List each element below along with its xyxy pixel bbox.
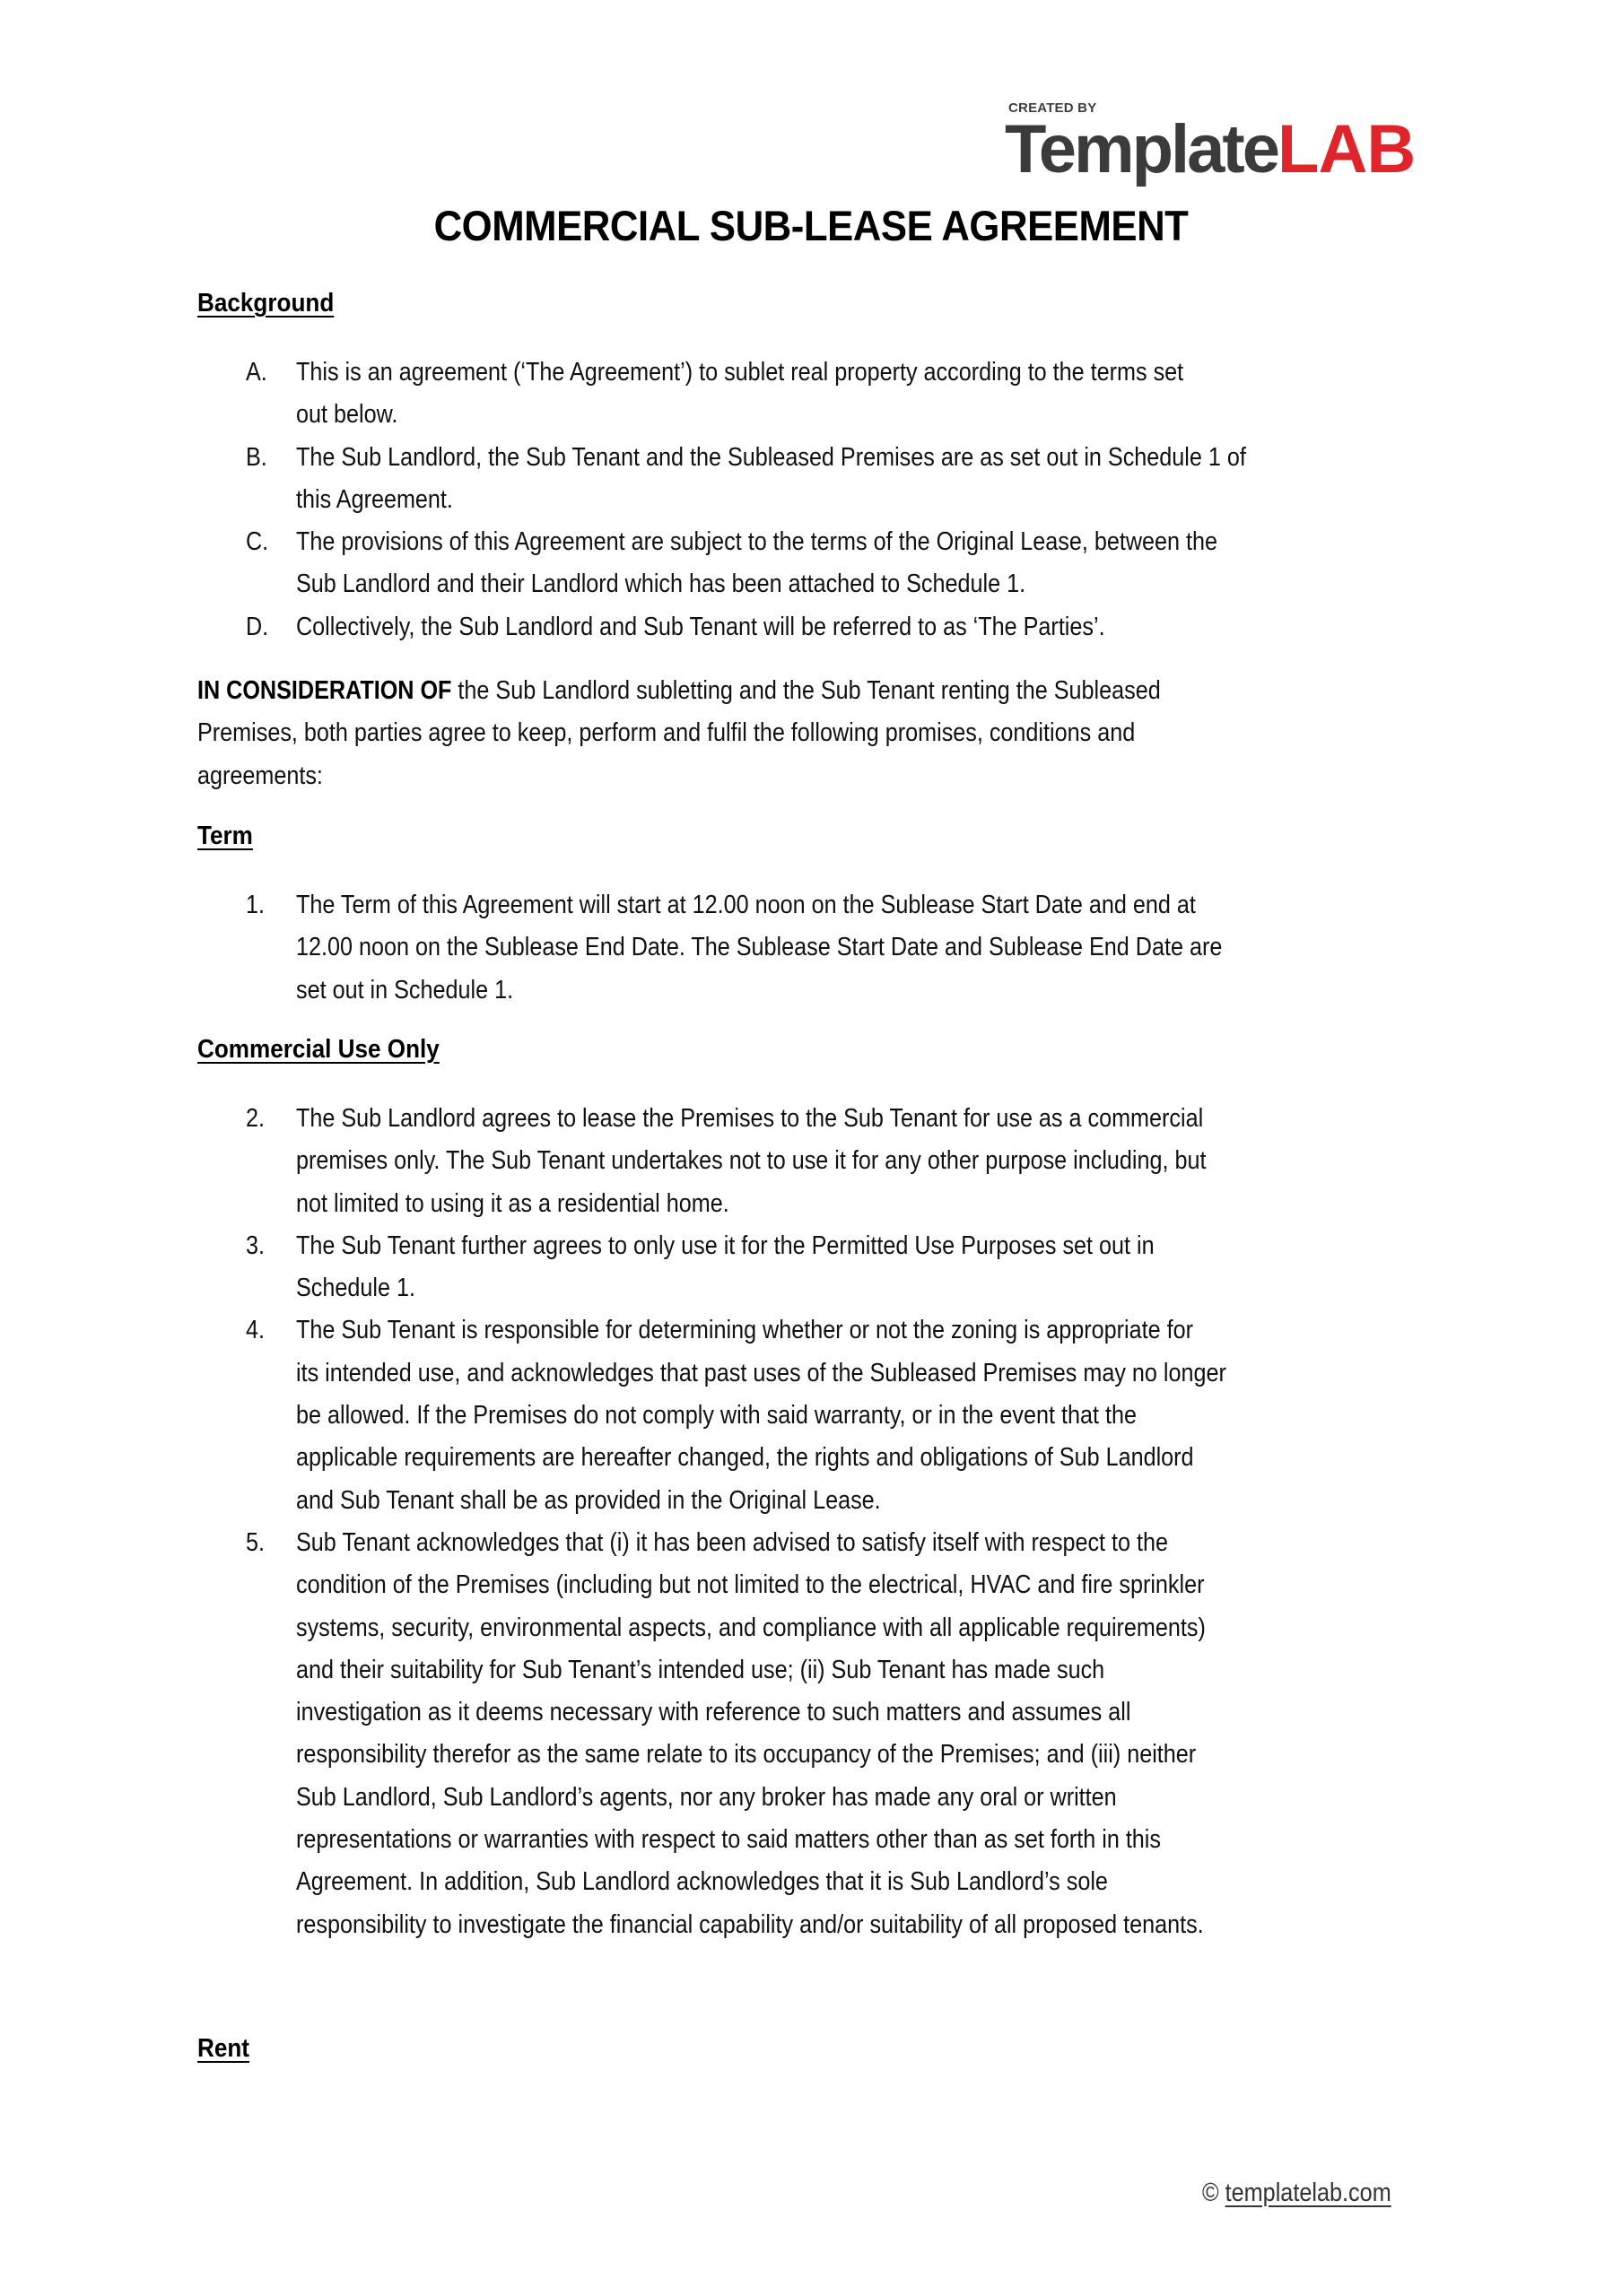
list-marker: C. bbox=[246, 527, 269, 557]
list-item bbox=[246, 1098, 1466, 1225]
item-line: The Sub Tenant is responsible for determining whether or not the zoning is appropriate for bbox=[296, 1316, 1194, 1345]
item-line: not limited to using it as a residential home. bbox=[296, 1188, 729, 1218]
item-line: The provisions of this Agreement are subject to the terms of the Original Lease, between the bbox=[296, 527, 1218, 557]
document-title: COMMERCIAL SUB-LEASE AGREEMENT bbox=[433, 202, 1189, 249]
item-line: 12.00 noon on the Sublease End Date. The Sublease Start Date and Sublease End Date are bbox=[296, 933, 1223, 962]
background-list bbox=[246, 352, 1466, 648]
list-item bbox=[246, 352, 1466, 437]
item-line: its intended use, and acknowledges that past uses of the Subleased Premises may no longer bbox=[296, 1358, 1226, 1387]
item-line: The Sub Landlord agrees to lease the Premises to the Sub Tenant for use as a commercial bbox=[296, 1104, 1204, 1133]
consideration-lead: IN CONSIDERATION OF bbox=[197, 676, 452, 705]
list-marker: 4. bbox=[246, 1316, 265, 1345]
item-line: Sub Landlord, Sub Landlord’s agents, nor any broker has made any oral or written bbox=[296, 1782, 1117, 1812]
list-marker: 1. bbox=[246, 891, 265, 919]
term-list bbox=[246, 884, 1466, 1012]
item-line: investigation as it deems necessary with reference to such matters and assumes all bbox=[296, 1698, 1131, 1727]
commercial-use-list bbox=[246, 1098, 1466, 1946]
item-line: premises only. The Sub Tenant undertakes not to use it for any other purpose including, but bbox=[296, 1146, 1207, 1176]
list-item bbox=[246, 521, 1466, 606]
item-line: set out in Schedule 1. bbox=[296, 975, 514, 1004]
item-line: Sub Tenant acknowledges that (i) it has been advised to satisfy itself with respect to the bbox=[296, 1527, 1169, 1557]
list-marker: D. bbox=[246, 612, 269, 641]
item-line: The Sub Landlord, the Sub Tenant and the Subleased Premises are as set out in Schedule 1 of bbox=[296, 442, 1246, 472]
templatelab-logo bbox=[1005, 97, 1435, 187]
item-line: out below. bbox=[296, 400, 398, 430]
list-marker: 2. bbox=[246, 1104, 265, 1133]
item-line: This is an agreement (‘The Agreement’) to sublet real property according to the terms set bbox=[296, 358, 1184, 387]
item-line: responsibility to investigate the financial capability and/or suitability of all proposed tenants. bbox=[296, 1909, 1204, 1939]
item-line: The Sub Tenant further agrees to only use it for the Permitted Use Purposes set out in bbox=[296, 1231, 1155, 1260]
logo-wordmark bbox=[1005, 109, 1415, 190]
list-item bbox=[246, 1309, 1466, 1521]
list-item bbox=[246, 437, 1466, 522]
heading-term: Term bbox=[197, 822, 253, 850]
list-marker: 5. bbox=[246, 1527, 265, 1557]
item-line: condition of the Premises (including but not limited to the electrical, HVAC and fire sprinkler bbox=[296, 1570, 1205, 1600]
item-line: The Term of this Agreement will start at 12.00 noon on the Sublease Start Date and end at bbox=[296, 891, 1196, 919]
item-line: responsibility therefor as the same relate to its occupancy of the Premises; and (iii) neither bbox=[296, 1740, 1197, 1770]
item-line: systems, security, environmental aspects, and compliance with all applicable requirements) bbox=[296, 1613, 1206, 1642]
consideration-line: agreements: bbox=[197, 761, 323, 790]
copyright-icon: © bbox=[1202, 2179, 1219, 2207]
consideration-line: Premises, both parties agree to keep, perform and fulfil the following promises, conditions and bbox=[197, 718, 1136, 748]
item-line: representations or warranties with respect to said matters other than as set forth in this bbox=[296, 1825, 1161, 1855]
list-marker: A. bbox=[246, 358, 267, 387]
list-marker: 3. bbox=[246, 1231, 265, 1260]
consideration-text: the Sub Landlord subletting and the Sub Tenant renting the Subleased bbox=[451, 676, 1161, 705]
item-line: be allowed. If the Premises do not comply with said warranty, or in the event that the bbox=[296, 1401, 1137, 1431]
item-line: Sub Landlord and their Landlord which has been attached to Schedule 1. bbox=[296, 570, 1026, 599]
list-item bbox=[246, 606, 1466, 648]
list-item bbox=[246, 1522, 1466, 1946]
list-item bbox=[246, 1225, 1466, 1310]
item-line: and their suitability for Sub Tenant’s intended use; (ii) Sub Tenant has made such bbox=[296, 1655, 1105, 1684]
item-line: and Sub Tenant shall be as provided in the Original Lease. bbox=[296, 1485, 881, 1515]
item-line: this Agreement. bbox=[296, 484, 453, 514]
item-line: Schedule 1. bbox=[296, 1274, 415, 1303]
heading-commercial-use-only: Commercial Use Only bbox=[197, 1035, 440, 1064]
consideration-paragraph bbox=[197, 670, 1453, 797]
templatelab-link[interactable]: templatelab.com bbox=[1225, 2179, 1391, 2207]
list-item bbox=[246, 884, 1466, 1012]
logo-lab-text: LAB bbox=[1278, 111, 1416, 187]
heading-rent: Rent bbox=[197, 2034, 250, 2063]
logo-created-by: CREATED BY bbox=[1008, 100, 1097, 116]
item-line: Collectively, the Sub Landlord and Sub Tenant will be referred to as ‘The Parties’. bbox=[296, 612, 1105, 641]
footer-copyright bbox=[1202, 2179, 1391, 2208]
heading-background: Background bbox=[197, 289, 335, 317]
logo-template-text: Template bbox=[1005, 111, 1278, 187]
list-marker: B. bbox=[246, 442, 267, 472]
item-line: Agreement. In addition, Sub Landlord acknowledges that it is Sub Landlord’s sole bbox=[296, 1867, 1108, 1897]
consideration-line bbox=[197, 670, 1287, 712]
item-line: applicable requirements are hereafter changed, the rights and obligations of Sub Landlord bbox=[296, 1443, 1194, 1473]
